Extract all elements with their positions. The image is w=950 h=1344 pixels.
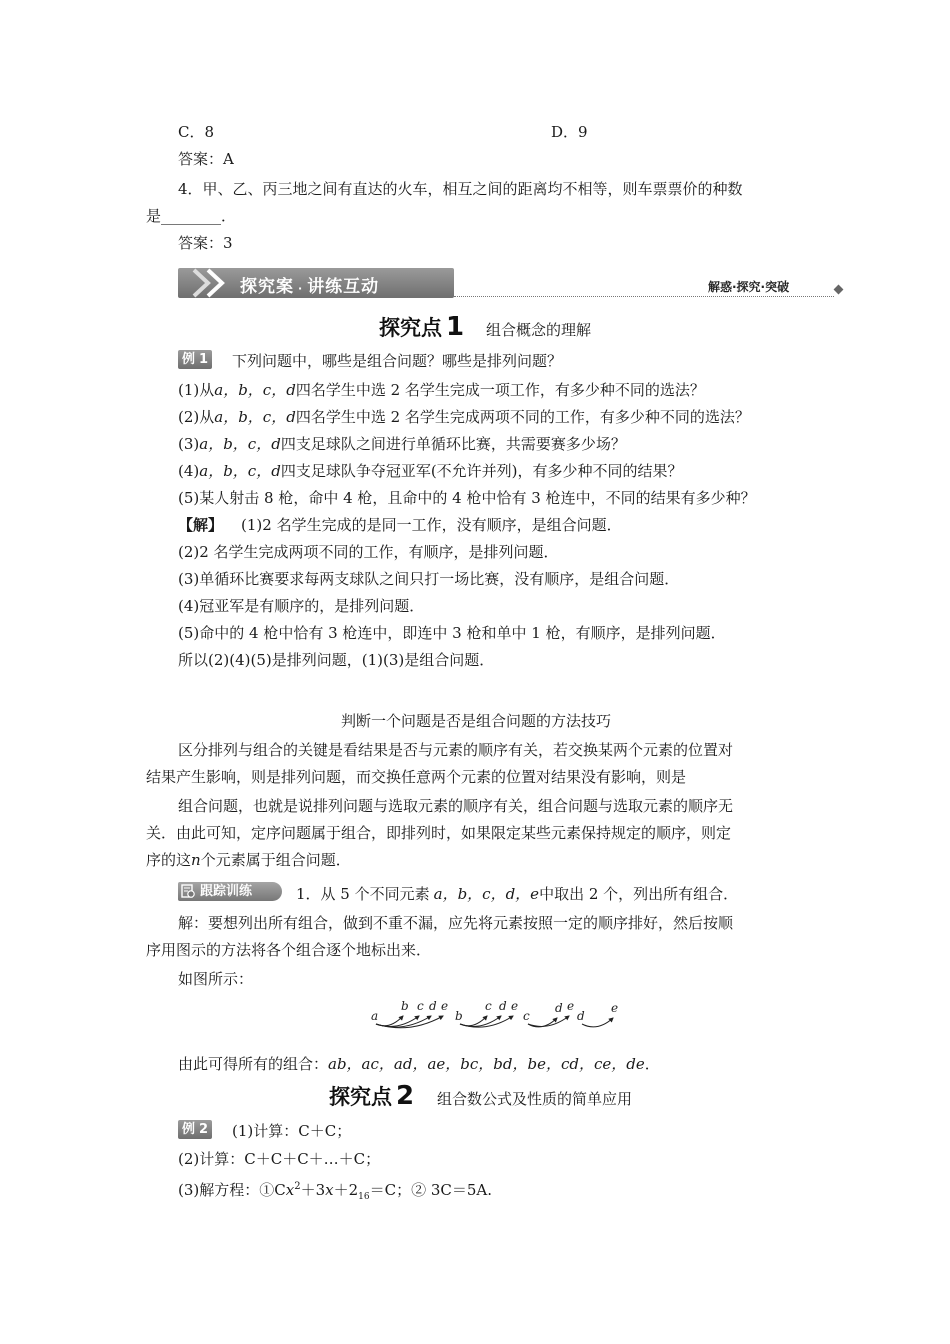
diagram-target-ab: b xyxy=(401,999,409,1013)
diagram-node-b: b xyxy=(455,1009,463,1023)
tips-p1-line1: 区分排列与组合的关键是看结果是否与元素的顺序有关，若交换某两个元素的位置对 xyxy=(178,741,734,759)
example-1-intro: 下列问题中，哪些是组合问题？哪些是排列问题？ xyxy=(232,352,563,370)
training-solution-line2: 序用图示的方法将各个组合逐个地标出来． xyxy=(146,941,432,959)
question-4-line1: 4．甲、乙、丙三地之间有直达的火车，相互之间的距离均不相等，则车票票价的种数 xyxy=(178,180,743,198)
tips-p1-line2: 结果产生影响，则是排列问题，而交换任意两个元素的位置对结果没有影响，则是 xyxy=(146,768,687,786)
diagram-target-bc: c xyxy=(485,999,492,1013)
tips-p2-line1: 组合问题，也就是说排列问题与选取元素的顺序有关，组合问题与选取元素的顺序无 xyxy=(178,797,734,815)
example-1-q1: (1)从a，b，c，d四名学生中选 2 名学生完成一项工作，有多少种不同的选法？ xyxy=(178,381,705,399)
diagram-target-be: e xyxy=(511,999,519,1013)
diagram-node-a: a xyxy=(371,1009,379,1023)
answer-4: 答案：3 xyxy=(178,234,233,252)
example-1-tag: 例 1 xyxy=(178,350,212,369)
diagram-arrow-bc xyxy=(460,1016,487,1026)
section-2-title: 探究点 2 xyxy=(329,1081,415,1111)
diagram-target-ac: c xyxy=(417,999,424,1013)
section-2-subtitle: 组合数公式及性质的简单应用 xyxy=(437,1090,633,1108)
option-d: D．9 xyxy=(551,123,588,141)
question-4-line2: 是________． xyxy=(146,207,237,225)
training-result: 由此可得所有的组合：ab，ac，ad，ae，bc，bd，be，cd，ce，de． xyxy=(178,1055,660,1073)
figure-caption: 如图所示： xyxy=(178,970,254,988)
solution-1-conclusion: 所以(2)(4)(5)是排列问题，(1)(3)是组合问题． xyxy=(178,651,495,669)
diagram-target-bd: d xyxy=(499,999,507,1013)
training-solution-line1: 解：要想列出所有组合，做到不重不漏，应先将元素按照一定的顺序排好，然后按顺 xyxy=(178,914,734,932)
diagram-arrow-ab xyxy=(376,1016,403,1026)
diagram-target-ad: d xyxy=(429,999,437,1013)
diagram-target-ae: e xyxy=(441,999,449,1013)
tips-p2-line2: 关．由此可知，定序问题属于组合，即排列时，如果限定某些元素保持规定的顺序，则定 xyxy=(146,824,732,842)
notebook-check-icon xyxy=(181,884,195,898)
banner-divider xyxy=(454,296,834,297)
training-question: 1．从 5 个不同元素 a，b，c，d，e中取出 2 个，列出所有组合． xyxy=(296,885,739,903)
double-chevron-icon xyxy=(188,268,238,298)
diagram-target-de: e xyxy=(611,1001,619,1015)
example-2-q2: (2)计算：C＋C＋C＋…＋C； xyxy=(178,1150,381,1168)
example-1-q2: (2)从a，b，c，d四名学生中选 2 名学生完成两项不同的工作，有多少种不同的选法？ xyxy=(178,408,750,426)
answer-3: 答案：A xyxy=(178,150,234,168)
solution-1-line1: 【解】 (1)2 名学生完成的是同一工作，没有顺序，是组合问题． xyxy=(178,516,622,534)
example-2-q3: (3)解方程：$①Cx^2+3x+2_{16}=C$；② 3C＝5A. xyxy=(178,1181,493,1202)
example-2-q1: (1)计算：C＋C； xyxy=(232,1122,352,1140)
banner-tagline: 解惑·探究·突破 xyxy=(708,280,790,294)
example-1-q3: (3)a，b，c，d四支足球队之间进行单循环比赛，共需要赛多少场？ xyxy=(178,435,626,453)
solution-1-line3: (3)单循环比赛要求每两支球队之间只打一场比赛，没有顺序，是组合问题． xyxy=(178,570,680,588)
solution-1-line2: (2)2 名学生完成两项不同的工作，有顺序，是排列问题． xyxy=(178,543,559,561)
example-1-q4: (4)a，b，c，d四支足球队争夺冠亚军(不允许并列)，有多少种不同的结果？ xyxy=(178,462,683,480)
diamond-icon xyxy=(834,285,844,295)
diagram-node-d: d xyxy=(577,1009,585,1023)
example-2-tag: 例 2 xyxy=(178,1120,212,1139)
diagram-arrow-de xyxy=(582,1018,613,1027)
training-tag: 跟踪训练 xyxy=(178,882,282,901)
diagram-node-c: c xyxy=(523,1009,530,1023)
banner-title: 探究案 · 讲练互动 xyxy=(240,277,380,297)
combination-diagram xyxy=(365,998,620,1030)
solution-1-line4: (4)冠亚军是有顺序的，是排列问题． xyxy=(178,597,425,615)
solution-1-line5: (5)命中的 4 枪中恰有 3 枪连中，即连中 3 枪和单中 1 枪，有顺序，是排列问题． xyxy=(178,624,726,642)
diagram-target-ce: e xyxy=(567,999,575,1013)
section-1-subtitle: 组合概念的理解 xyxy=(486,321,592,339)
example-1-q5: (5)某人射击 8 枪，命中 4 枪，且命中的 4 枪中恰有 3 枪连中，不同的结果有多少种？ xyxy=(178,489,756,507)
section-1-title: 探究点 1 xyxy=(379,312,465,342)
option-c: C．8 xyxy=(178,123,215,141)
tips-p2-line3: 序的这n个元素属于组合问题． xyxy=(146,851,351,869)
tips-title: 判断一个问题是否是组合问题的方法技巧 xyxy=(341,712,612,730)
section-banner xyxy=(178,268,454,298)
diagram-target-cd: d xyxy=(555,1001,563,1015)
